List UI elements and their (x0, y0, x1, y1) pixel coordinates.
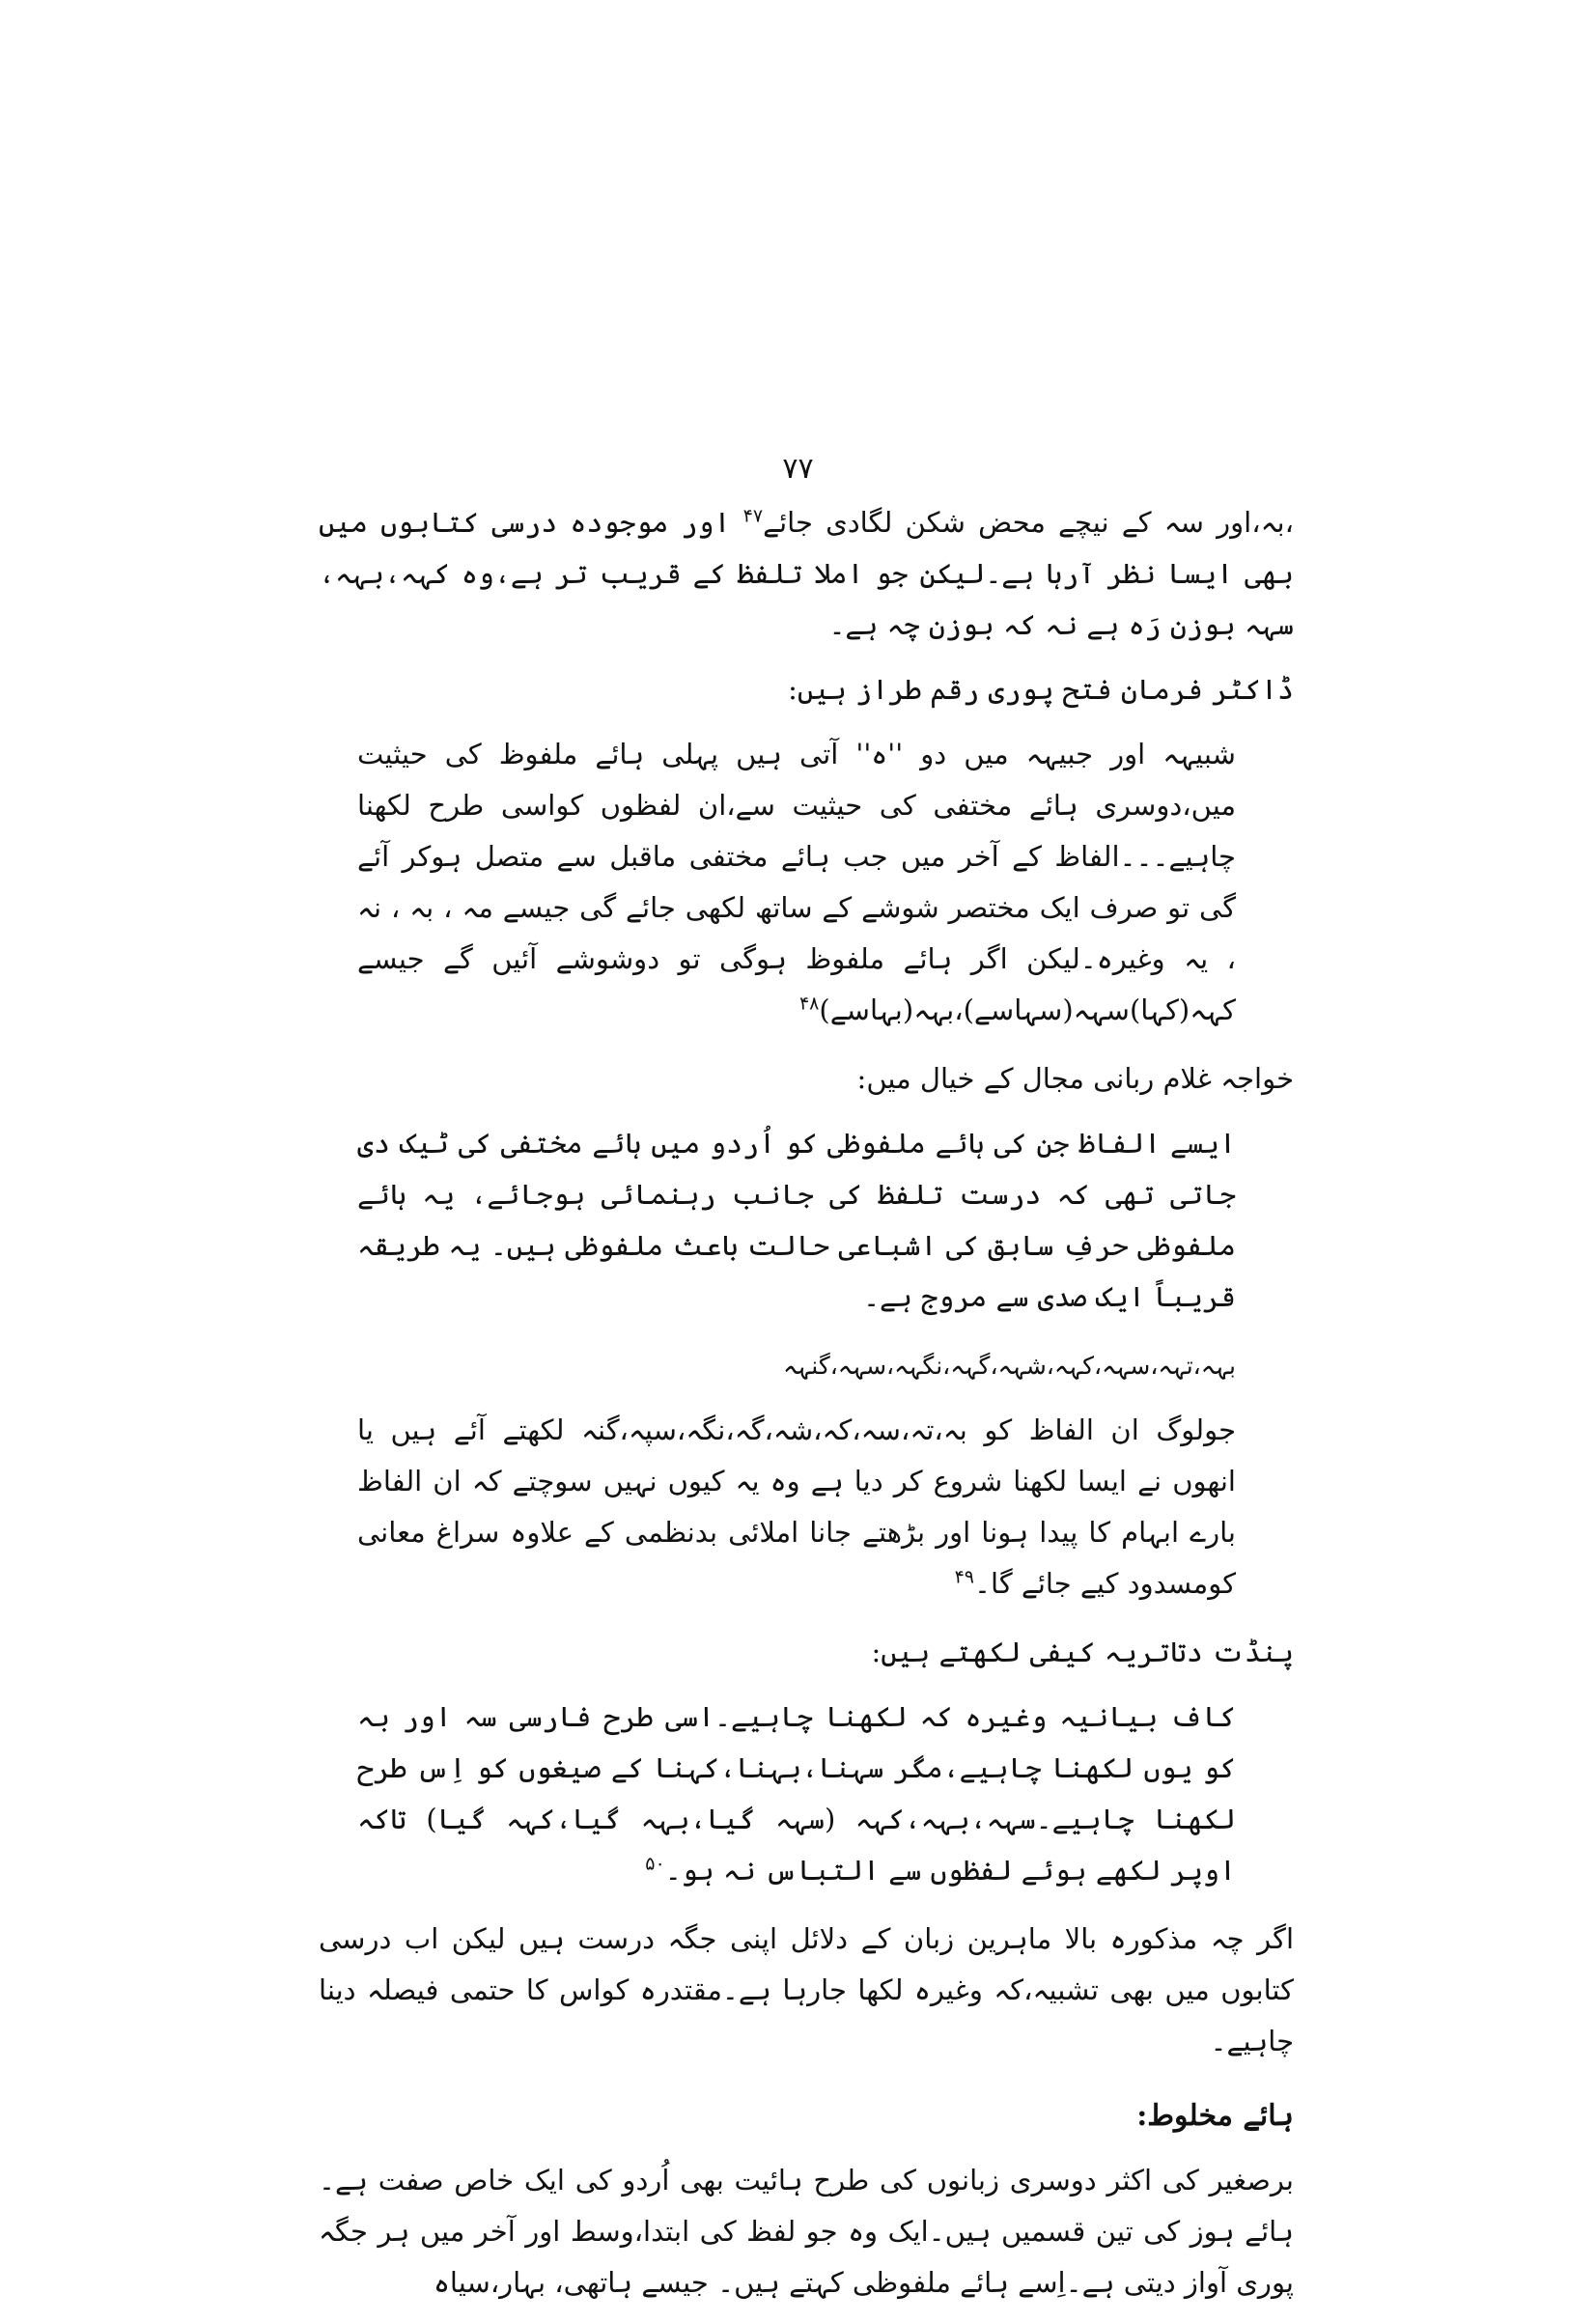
quote-farman-text: شبیہہ اور جبیہہ میں دو ''ہ'' آتی ہیں پہلی ہائے ملفوظ کی حیثیت میں،دوسری ہائے مختفی کی حیثیت سے،ان لفظوں کواسی طرح لکھنا چاہیے۔۔۔الفاظ کے آخر میں جب ہائے مختفی ماقبل سے متصل ہوکر آئے گی تو صرف ایک مختصر شوشے کے ساتھ لکھی جائے گی جیسے مہ ، بہ ، نہ ، یہ وغیرہ۔لیکن اگر ہائے ملفوظ ہوگی تو دوشوشے آئیں گے جیسے کہہ(کہا)سہہ(سہاسے)،بہہ(بہاسے) (357, 738, 1236, 1026)
quote-kaifi (319, 1692, 1294, 1896)
footnote-ref-47: ۴۷ (742, 505, 764, 527)
paragraph-1-text-continued: اور موجودہ درسی کتابوں میں بھی ایسا نظر آرہا ہے۔لیکن جو املا تلفظ کے قریب تر ہے،وہ کہہ،بہہ، سہہ بوزن رَہ ہے نہ کہ بوزن چہ ہے۔ (319, 506, 1294, 641)
footnote-ref-49: ۴۹ (954, 1566, 974, 1588)
quote-kaifi-text: کاف بیانیہ وغیرہ کہ لکھنا چاہیے۔اسی طرح فارسی سہ اور بہ کو یوں لکھنا چاہیے،مگر سہنا،بہنا،کہنا کے صیغوں کو اِس طرح لکھنا چاہیے۔سہہ،بہہ،کہہ (سہہ گیا،بہہ گیا،کہہ گیا) تاکہ اوپر لکھے ہوئے لفظوں سے التباس نہ ہو۔ (357, 1700, 1236, 1887)
body-paragraph-last: برصغیر کی اکثر دوسری زبانوں کی طرح ہائیت بھی اُردو کی ایک خاص صفت ہے۔ہائے ہوز کی تین قسمیں ہیں۔ایک وہ جو لفظ کی ابتدا،وسط اور آخر میں ہر جگہ پوری آواز دیتی ہے۔اِسے ہائے ملفوظی کہتے ہیں۔ جیسے ہاتھی، بہار،سیاہ (319, 2164, 1294, 2299)
document-body (319, 497, 1294, 2322)
section-heading: ہائے مخلوط: (1136, 2099, 1294, 2133)
word-list: بہہ،تہہ،سہہ،کہہ،شہہ،گہہ،نگہہ،سہہ،گنہہ (783, 1352, 1236, 1380)
quote-farman (319, 729, 1294, 1036)
quote-intro-majal: خواجہ غلام ربانی مجال کے خیال میں: (856, 1062, 1294, 1095)
quote-majal-continued-text: جولوگ ان الفاظ کو بہ،تہ،سہ،کہ،شہ،گہ،نگہ،سپہ،گنہ لکھتے آئے ہیں یا انھوں نے ایسا لکھنا شروع کر دیا ہے وہ یہ کیوں نہیں سوچتے کہ ان الفاظ بارے ابہام کا پیدا ہونا اور بڑھتے جانا املائی بدنظمی کے علاوہ سراغ معانی کومسدود کیے جائے گا۔ (357, 1413, 1236, 1600)
page-number: ۷۷ (782, 452, 814, 486)
footnote-ref-48: ۴۸ (798, 993, 820, 1015)
footnote-ref-50: ۵۰ (645, 1853, 665, 1875)
quote-intro-kaifi: پنڈت دتاتریہ کیفی لکھتے ہیں: (871, 1636, 1294, 1668)
quote-majal-continued (319, 1405, 1294, 1609)
quote-intro-farman: ڈاکٹر فرمان فتح پوری رقم طراز ہیں: (788, 673, 1294, 706)
quote-majal: ایسے الفاظ جن کی ہائے ملفوظی کو اُردو میں ہائے مختفی کی ٹیک دی جاتی تھی کہ درست تلفظ کی جانب رہنمائی ہوجائے، یہ ہائے ملفوظی حرفِ سابق کی اشباعی حالت باعث ملفوظی ہیں۔ یہ طریقہ قریباً ایک صدی سے مروج ہے۔ (357, 1127, 1236, 1313)
paragraph-1-text: ،بہ،اور سہ کے نیچے محض شکن لگادی جائے (763, 506, 1294, 539)
body-paragraph-1 (319, 497, 1294, 651)
body-paragraph-conclusion: اگر چہ مذکورہ بالا ماہرین زبان کے دلائل اپنی جگہ درست ہیں لیکن اب درسی کتابوں میں بھی تشبیہ،کہ وغیرہ لکھا جارہا ہے۔مقتدرہ کواس کا حتمی فیصلہ دینا چاہیے۔ (319, 1922, 1295, 2057)
